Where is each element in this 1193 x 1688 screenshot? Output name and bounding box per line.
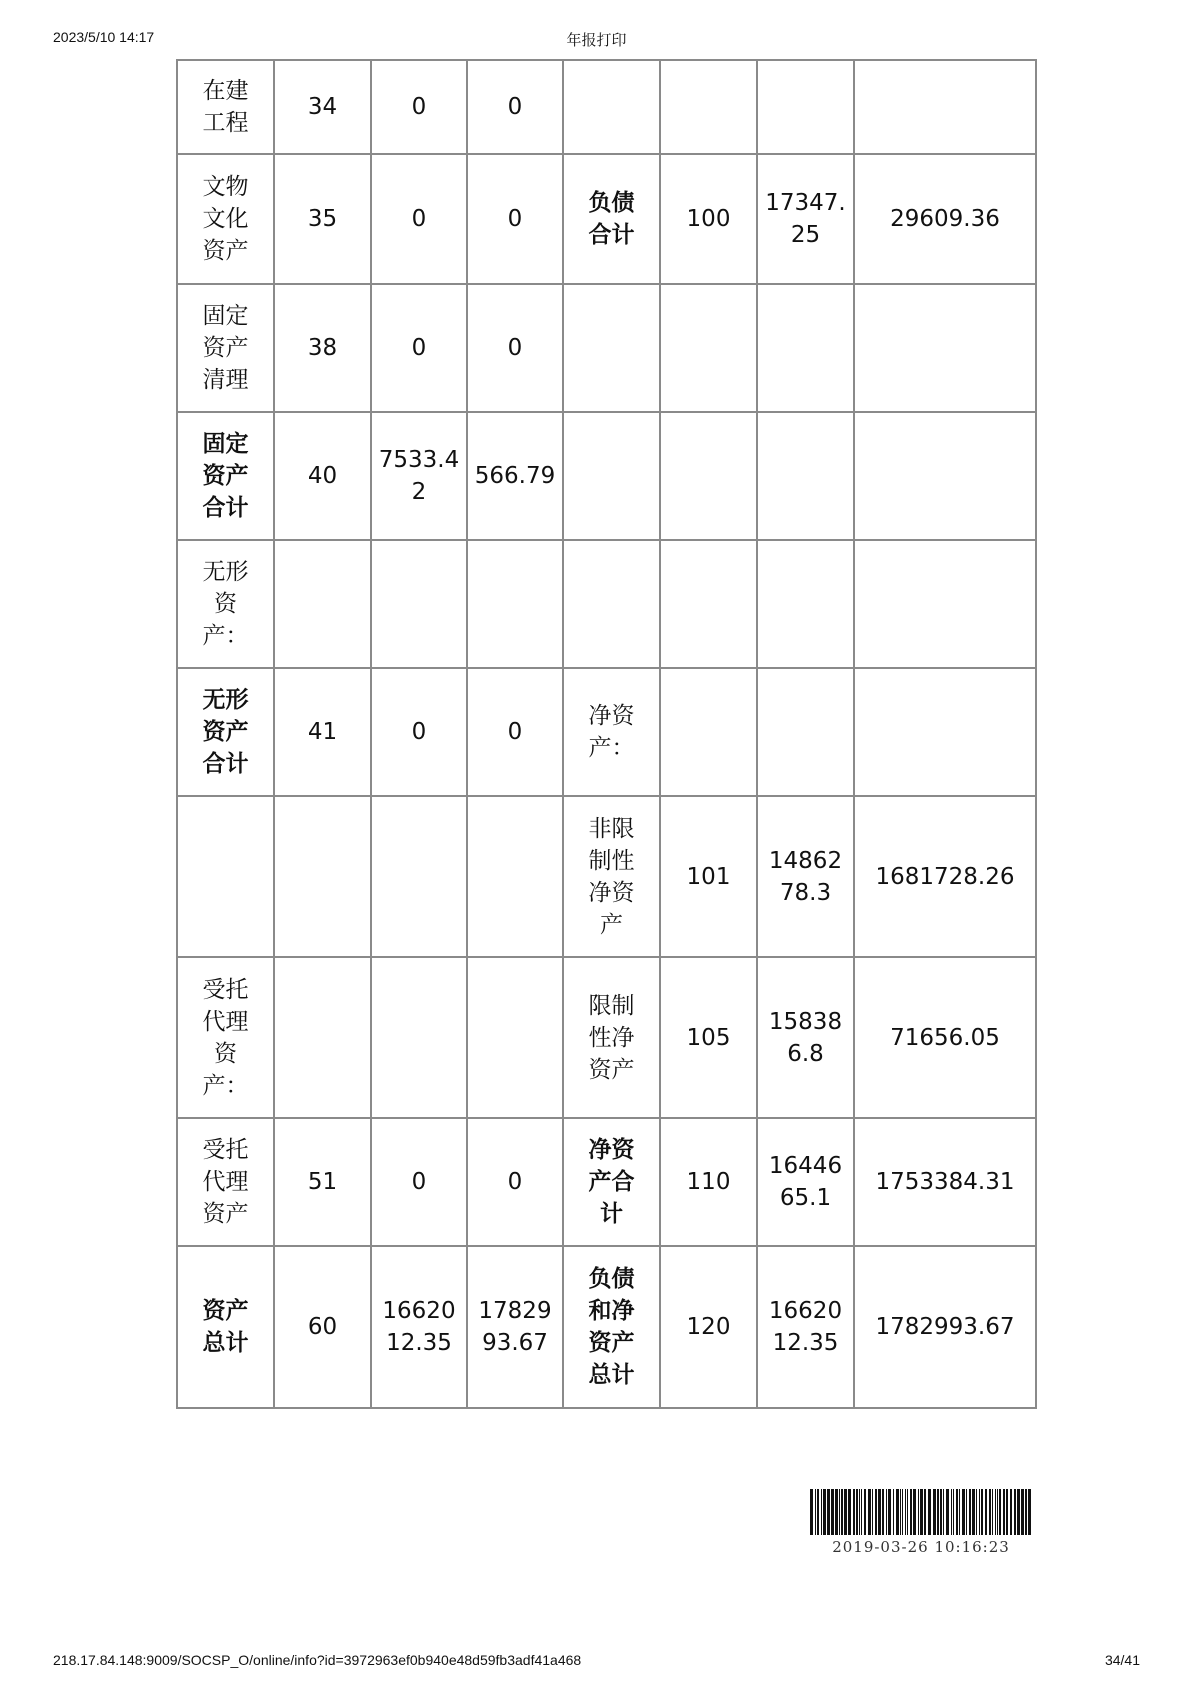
table-cell: 无形资产合计 (177, 668, 274, 796)
table-cell (757, 284, 854, 412)
table-cell: 34 (274, 60, 371, 154)
barcode-bar (872, 1489, 873, 1535)
barcode-bar (918, 1489, 919, 1535)
table-cell: 净资产合计 (563, 1118, 660, 1246)
barcode-bar (1025, 1489, 1027, 1535)
page-url: 218.17.84.148:9009/SOCSP_O/online/info?id=3972963ef0b940e48d59fb3adf41a468 (53, 1652, 582, 1668)
barcode-bar (810, 1489, 813, 1535)
table-cell (854, 668, 1036, 796)
barcode-bar (848, 1489, 851, 1535)
barcode-bar (940, 1489, 942, 1535)
table-cell (660, 540, 757, 668)
table-cell (660, 60, 757, 154)
table-row (177, 154, 1036, 284)
table-cell: 0 (371, 1118, 467, 1246)
barcode-bar (913, 1489, 916, 1535)
table-cell: 0 (371, 60, 467, 154)
barcode-bar (827, 1489, 830, 1535)
barcode-bar (981, 1489, 983, 1535)
barcode-bar (997, 1489, 998, 1535)
table-cell: 1486278.3 (757, 796, 854, 957)
table-cell (660, 412, 757, 540)
barcode-bar (946, 1489, 949, 1535)
table-cell: 1753384.31 (854, 1118, 1036, 1246)
barcode-bar (841, 1489, 843, 1535)
barcode-bar (853, 1489, 855, 1535)
table-cell (563, 540, 660, 668)
table-cell: 71656.05 (854, 957, 1036, 1118)
table-cell: 110 (660, 1118, 757, 1246)
table-cell: 566.79 (467, 412, 563, 540)
barcode-bar (878, 1489, 881, 1535)
barcode-bar (976, 1489, 977, 1535)
table-cell: 资产总计 (177, 1246, 274, 1408)
table-cell (274, 540, 371, 668)
barcode-bar (882, 1489, 884, 1535)
barcode-bar (943, 1489, 944, 1535)
barcode-bar (1010, 1489, 1012, 1535)
table-cell: 0 (371, 284, 467, 412)
table-row (177, 284, 1036, 412)
table-cell (854, 412, 1036, 540)
barcode-bar (920, 1489, 923, 1535)
table-cell: 0 (467, 154, 563, 284)
barcode-bar (956, 1489, 958, 1535)
table-cell (371, 540, 467, 668)
table-cell (563, 412, 660, 540)
barcode-bar (985, 1489, 987, 1535)
table-cell (854, 60, 1036, 154)
table-cell (467, 796, 563, 957)
table-row (177, 1118, 1036, 1246)
barcode-bar (1003, 1489, 1005, 1535)
table-row (177, 1246, 1036, 1408)
table-cell (660, 284, 757, 412)
table-cell (467, 957, 563, 1118)
table-cell: 在建工程 (177, 60, 274, 154)
table-cell: 40 (274, 412, 371, 540)
table-cell: 0 (467, 668, 563, 796)
print-datetime: 2023/5/10 14:17 (53, 29, 155, 45)
barcode-bar (905, 1489, 906, 1535)
table-cell (467, 540, 563, 668)
table-cell (757, 412, 854, 540)
barcode-bar (969, 1489, 971, 1535)
barcode-bar (953, 1489, 954, 1535)
barcode-bar (924, 1489, 926, 1535)
barcode-bar (835, 1489, 838, 1535)
barcode-bar (999, 1489, 1001, 1535)
barcode-bar (896, 1489, 899, 1535)
table-cell: 38 (274, 284, 371, 412)
table-row (177, 796, 1036, 957)
barcode-bar (844, 1489, 847, 1535)
table-cell: 固定资产合计 (177, 412, 274, 540)
barcode-bar (856, 1489, 858, 1535)
barcode-bar (1021, 1489, 1024, 1535)
table-cell (371, 796, 467, 957)
barcode-bar (893, 1489, 894, 1535)
table-cell: 文物文化资产 (177, 154, 274, 284)
table-row (177, 540, 1036, 668)
barcode-bar (815, 1489, 816, 1535)
barcode-bar (962, 1489, 965, 1535)
table-cell: 固定资产清理 (177, 284, 274, 412)
table-cell (274, 796, 371, 957)
barcode-bar (972, 1489, 975, 1535)
table-cell (274, 957, 371, 1118)
balance-sheet-table (176, 59, 1037, 1409)
table-row (177, 60, 1036, 154)
barcode-bar (910, 1489, 912, 1535)
table-cell: 1681728.26 (854, 796, 1036, 957)
table-cell: 101 (660, 796, 757, 957)
barcode-bar (907, 1489, 908, 1535)
table-cell: 0 (467, 1118, 563, 1246)
table-row (177, 412, 1036, 540)
table-cell (177, 796, 274, 957)
table-cell (854, 284, 1036, 412)
page-number: 34/41 (1104, 1652, 1140, 1668)
table-cell: 51 (274, 1118, 371, 1246)
table-cell: 负债合计 (563, 154, 660, 284)
barcode-bar (859, 1489, 860, 1535)
barcode-bar (868, 1489, 871, 1535)
table-cell: 1662012.35 (371, 1246, 467, 1408)
barcode-bar (839, 1489, 840, 1535)
barcode-bar (959, 1489, 960, 1535)
barcode-bar (992, 1489, 993, 1535)
table-cell (757, 540, 854, 668)
barcode-bar (937, 1489, 939, 1535)
barcode-bar (823, 1489, 826, 1535)
table-row (177, 957, 1036, 1118)
table-cell (563, 284, 660, 412)
table-row (177, 668, 1036, 796)
table-cell: 100 (660, 154, 757, 284)
table-cell (660, 668, 757, 796)
table-cell: 17347.25 (757, 154, 854, 284)
table-cell: 0 (467, 60, 563, 154)
barcode-bar (902, 1489, 903, 1535)
table-cell: 非限制性净资产 (563, 796, 660, 957)
barcode-bar (864, 1489, 866, 1535)
table-cell: 无形资产： (177, 540, 274, 668)
table-cell: 0 (467, 284, 563, 412)
table-cell (563, 60, 660, 154)
table-cell: 29609.36 (854, 154, 1036, 284)
table-cell (371, 957, 467, 1118)
table-cell (757, 60, 854, 154)
table-cell: 120 (660, 1246, 757, 1408)
table-cell: 净资产： (563, 668, 660, 796)
barcode-bar (1028, 1489, 1031, 1535)
barcode-bar (831, 1489, 834, 1535)
barcode-bar (979, 1489, 980, 1535)
table-cell: 限制性净资产 (563, 957, 660, 1118)
table-cell: 1782993.67 (854, 1246, 1036, 1408)
table-cell: 0 (371, 668, 467, 796)
barcode-bar (1014, 1489, 1016, 1535)
table-cell: 105 (660, 957, 757, 1118)
table-cell (854, 540, 1036, 668)
barcode-bar (1017, 1489, 1020, 1535)
barcode (810, 1489, 1032, 1535)
table-cell: 受托代理资产 (177, 1118, 274, 1246)
barcode-bar (886, 1489, 887, 1535)
table-cell: 受托代理资产： (177, 957, 274, 1118)
barcode-bar (951, 1489, 952, 1535)
barcode-bar (821, 1489, 822, 1535)
table-cell: 负债和净资产总计 (563, 1246, 660, 1408)
barcode-bar (1006, 1489, 1008, 1535)
barcode-bar (900, 1489, 901, 1535)
barcode-bar (888, 1489, 891, 1535)
barcode-bar (995, 1489, 996, 1535)
table-cell: 60 (274, 1246, 371, 1408)
barcode-bar (989, 1489, 991, 1535)
table-cell: 158386.8 (757, 957, 854, 1118)
table-cell: 1644665.1 (757, 1118, 854, 1246)
barcode-bar (928, 1489, 931, 1535)
table-cell: 7533.42 (371, 412, 467, 540)
table-cell (757, 668, 854, 796)
table-cell: 41 (274, 668, 371, 796)
barcode-bar (875, 1489, 877, 1535)
barcode-timestamp: 2019-03-26 10:16:23 (832, 1538, 1010, 1556)
barcode-bar (861, 1489, 862, 1535)
page-title: 年报打印 (566, 31, 627, 49)
table-cell: 1662012.35 (757, 1246, 854, 1408)
barcode-bar (933, 1489, 936, 1535)
barcode-bar (966, 1489, 967, 1535)
table-cell: 0 (371, 154, 467, 284)
barcode-bar (817, 1489, 819, 1535)
table-cell: 35 (274, 154, 371, 284)
table-cell: 1782993.67 (467, 1246, 563, 1408)
